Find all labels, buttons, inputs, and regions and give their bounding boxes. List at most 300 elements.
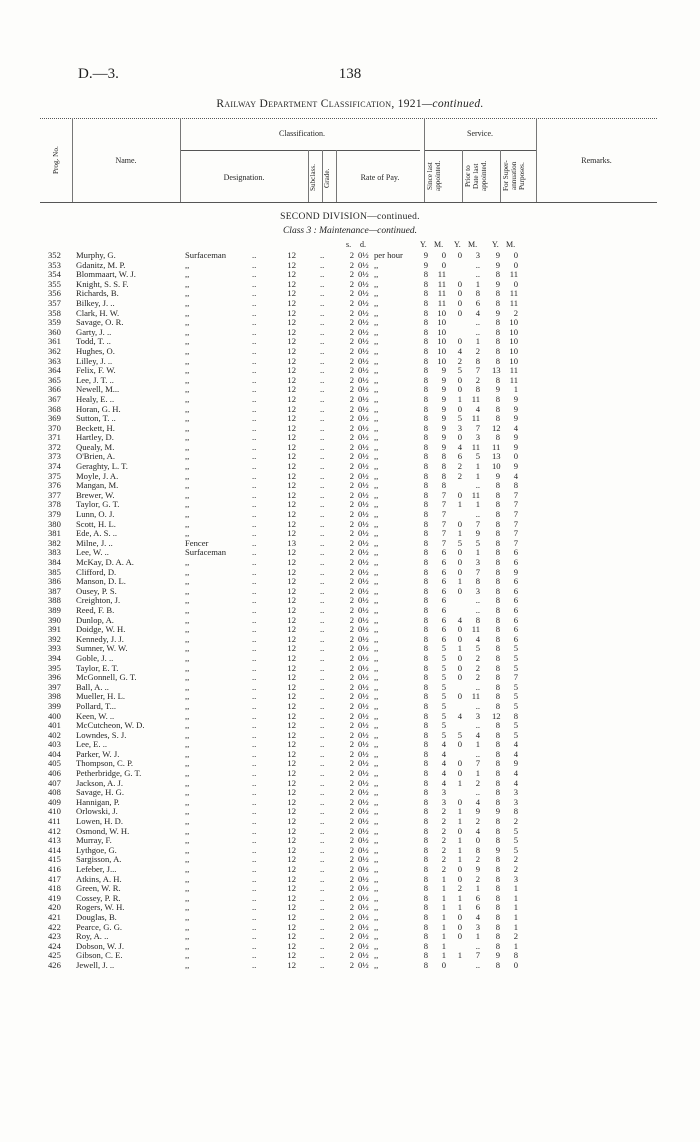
- rate-pence: 0½: [358, 566, 369, 577]
- employee-name: Gdanitz, M. P.: [76, 260, 126, 270]
- col-header-service: Service.: [467, 129, 493, 138]
- class-label: Class 3 :: [282, 226, 317, 236]
- designation: ,,: [185, 529, 190, 539]
- prior-years: 1: [457, 950, 462, 961]
- employee-name: Lee, J. T. ..: [76, 375, 114, 385]
- super-months: 11: [509, 288, 518, 299]
- designation: ,,: [185, 932, 190, 942]
- since-last-months: 11: [437, 297, 446, 308]
- prog-no: 362: [48, 345, 61, 356]
- employee-name: Mueller, H. L.: [76, 692, 126, 702]
- super-months: 9: [513, 566, 518, 577]
- rate-unit: ,,: [374, 652, 379, 663]
- rate-unit: ,,: [374, 777, 379, 788]
- leader-dots: ..: [320, 739, 325, 750]
- leader-dots: ..: [320, 403, 325, 414]
- rate-pence: 0½: [358, 758, 369, 769]
- prior-months: ..: [475, 259, 480, 270]
- leader-dots: ..: [320, 441, 325, 452]
- prior-months: 7: [475, 518, 480, 529]
- subclass: 13: [287, 537, 296, 548]
- rate-pence: 0½: [358, 355, 369, 366]
- super-months: 1: [513, 883, 518, 894]
- rate-unit: ,,: [374, 470, 379, 481]
- since-last-years: 8: [423, 911, 428, 922]
- rate-unit: ,,: [374, 441, 379, 452]
- super-years: 8: [495, 796, 500, 807]
- leader-dots: ..: [320, 931, 325, 942]
- prior-months: 8: [475, 844, 480, 855]
- designation: Surfaceman: [185, 548, 227, 558]
- since-last-months: 2: [441, 825, 446, 836]
- subclass: 12: [287, 461, 296, 472]
- prior-months: 11: [471, 624, 480, 635]
- leader-dots: ..: [252, 739, 257, 750]
- since-last-years: 8: [423, 489, 428, 500]
- prior-months: ..: [475, 720, 480, 731]
- prior-years: 1: [457, 844, 462, 855]
- super-months: 2: [513, 864, 518, 874]
- designation: ,,: [185, 346, 190, 356]
- super-years: 8: [495, 931, 500, 942]
- rate-shillings: 2: [349, 470, 354, 481]
- leader-dots: ..: [320, 365, 325, 376]
- employee-name: Taylor, G. T.: [76, 500, 120, 510]
- super-months: 10: [509, 355, 518, 366]
- leader-dots: ..: [252, 892, 257, 903]
- col-header-remarks: Remarks.: [581, 156, 612, 165]
- prior-years: 0: [457, 585, 462, 596]
- designation: ,,: [185, 692, 190, 702]
- subclass: 12: [287, 624, 296, 635]
- super-years: 8: [495, 576, 500, 587]
- rate-unit: ,,: [374, 374, 379, 385]
- subclass: 12: [287, 355, 296, 366]
- super-years: 8: [495, 566, 500, 577]
- rate-pence: 0½: [358, 403, 369, 414]
- leader-dots: ..: [320, 288, 325, 299]
- since-last-months: 6: [441, 576, 446, 587]
- super-months: 7: [513, 489, 518, 500]
- leader-dots: ..: [252, 844, 257, 855]
- rate-shillings: 2: [349, 959, 354, 970]
- super-years: 8: [495, 288, 500, 299]
- super-years: 8: [495, 595, 500, 606]
- prior-years: 0: [457, 911, 462, 922]
- super-months: 1: [513, 902, 518, 913]
- subclass: 12: [287, 557, 296, 567]
- leader-dots: ..: [252, 643, 257, 654]
- employee-name: Lee, E. ..: [76, 740, 108, 750]
- prior-months: ..: [475, 700, 480, 711]
- super-months: 4: [513, 777, 518, 788]
- subclass: 12: [287, 633, 296, 644]
- employee-name: Hughes, O.: [76, 346, 115, 356]
- leader-dots: ..: [252, 336, 257, 347]
- rate-shillings: 2: [349, 557, 354, 567]
- since-last-years: 8: [423, 403, 428, 414]
- rate-unit: ,,: [374, 940, 379, 951]
- super-years: 8: [495, 700, 500, 711]
- subclass: 12: [287, 739, 296, 750]
- prior-months: 2: [475, 816, 480, 827]
- designation: ,,: [185, 442, 190, 452]
- designation: ,,: [185, 874, 190, 884]
- leader-dots: ..: [320, 796, 325, 807]
- super-years: 8: [495, 748, 500, 759]
- subclass: 12: [287, 892, 296, 903]
- subclass: 12: [287, 326, 296, 337]
- since-last-months: 5: [441, 681, 446, 692]
- rate-shillings: 2: [349, 806, 354, 817]
- prior-months: 1: [475, 931, 480, 942]
- leader-dots: ..: [252, 806, 257, 817]
- employee-name: Goble, J. ..: [76, 653, 114, 663]
- rate-unit: ,,: [374, 326, 379, 337]
- rate-pence: 0½: [358, 643, 369, 654]
- since-last-years: 8: [423, 614, 428, 625]
- since-last-months: 8: [441, 461, 446, 472]
- rate-pence: 0½: [358, 557, 369, 567]
- rate-pence: 0½: [358, 883, 369, 894]
- super-years: 8: [495, 662, 500, 673]
- since-last-months: 0: [441, 250, 446, 260]
- since-last-months: 7: [441, 537, 446, 548]
- rate-shillings: 2: [349, 652, 354, 663]
- designation: ,,: [185, 634, 190, 644]
- prior-years: 2: [457, 883, 462, 894]
- since-last-years: 8: [423, 518, 428, 529]
- prior-years: 0: [457, 307, 462, 318]
- rate-pence: 0½: [358, 892, 369, 903]
- rate-pence: 0½: [358, 652, 369, 663]
- since-last-months: 6: [441, 624, 446, 635]
- prior-years: 1: [457, 854, 462, 865]
- designation: ,,: [185, 769, 190, 779]
- rate-pence: 0½: [358, 614, 369, 625]
- leader-dots: ..: [320, 662, 325, 673]
- leader-dots: ..: [320, 691, 325, 702]
- since-last-years: 8: [423, 950, 428, 961]
- subclass: 12: [287, 777, 296, 788]
- since-last-years: 8: [423, 672, 428, 683]
- prior-years: 0: [457, 518, 462, 529]
- prog-no: 401: [48, 720, 61, 731]
- prog-no: 397: [48, 681, 61, 692]
- rate-shillings: 2: [349, 585, 354, 596]
- subclass: 12: [287, 422, 296, 433]
- prior-months: 7: [475, 950, 480, 961]
- col-header-grade: Grade.: [323, 168, 331, 188]
- leader-dots: ..: [252, 700, 257, 711]
- super-years: 8: [495, 691, 500, 702]
- designation: ,,: [185, 701, 190, 711]
- prog-no: 402: [48, 729, 61, 740]
- leader-dots: ..: [320, 921, 325, 932]
- super-months: 4: [513, 470, 518, 481]
- super-months: 6: [513, 547, 518, 558]
- rate-pence: 0½: [358, 393, 369, 404]
- leader-dots: ..: [320, 345, 325, 356]
- leader-dots: ..: [320, 873, 325, 884]
- super-months: 3: [513, 873, 518, 884]
- super-months: 6: [513, 604, 518, 615]
- since-last-years: 8: [423, 691, 428, 702]
- since-last-years: 8: [423, 470, 428, 481]
- prior-years: 0: [457, 250, 462, 260]
- since-last-months: 9: [441, 384, 446, 395]
- rate-unit: ,,: [374, 278, 379, 289]
- super-months: 6: [513, 624, 518, 635]
- super-months: 1: [513, 384, 518, 395]
- rate-shillings: 2: [349, 345, 354, 356]
- designation: ,,: [185, 941, 190, 951]
- rate-unit: ,,: [374, 461, 379, 472]
- leader-dots: ..: [252, 317, 257, 328]
- prog-no: 377: [48, 489, 61, 500]
- super-years: 8: [495, 432, 500, 443]
- designation: ,,: [185, 558, 190, 567]
- leader-dots: ..: [252, 537, 257, 548]
- leader-dots: ..: [320, 959, 325, 970]
- prior-years: 1: [457, 499, 462, 510]
- super-years: 8: [495, 518, 500, 529]
- subclass: 12: [287, 297, 296, 308]
- super-years: 8: [495, 297, 500, 308]
- rate-shillings: 2: [349, 950, 354, 961]
- prog-no: 363: [48, 355, 61, 366]
- rate-unit: ,,: [374, 739, 379, 750]
- super-years: 8: [495, 403, 500, 414]
- leader-dots: ..: [320, 835, 325, 846]
- prior-months: 9: [475, 864, 480, 874]
- since-last-months: 3: [441, 796, 446, 807]
- rate-pence: 0½: [358, 326, 369, 337]
- leader-dots: ..: [320, 643, 325, 654]
- rate-pence: 0½: [358, 624, 369, 635]
- rate-unit: ,,: [374, 288, 379, 299]
- rate-unit: ,,: [374, 643, 379, 654]
- since-last-years: 8: [423, 787, 428, 798]
- prior-months: 1: [475, 768, 480, 779]
- leader-dots: ..: [320, 326, 325, 337]
- leader-dots: ..: [252, 854, 257, 865]
- service-rule: [424, 150, 536, 151]
- subclass: 12: [287, 576, 296, 587]
- leader-dots: ..: [252, 307, 257, 318]
- leader-dots: ..: [252, 403, 257, 414]
- prog-no: 353: [48, 259, 61, 270]
- prior-months: 2: [475, 873, 480, 884]
- since-last-months: 6: [441, 547, 446, 558]
- since-last-months: 11: [437, 278, 446, 289]
- rate-shillings: 2: [349, 259, 354, 270]
- rate-shillings: 2: [349, 883, 354, 894]
- subclass: 12: [287, 259, 296, 270]
- super-years: 8: [495, 720, 500, 731]
- super-months: 5: [513, 700, 518, 711]
- rate-pence: 0½: [358, 336, 369, 347]
- prog-no: 384: [48, 557, 61, 567]
- leader-dots: ..: [320, 528, 325, 539]
- prog-no: 370: [48, 422, 61, 433]
- leader-dots: ..: [252, 384, 257, 395]
- designation: ,,: [185, 711, 190, 721]
- since-last-months: 2: [441, 835, 446, 846]
- prior-years: 5: [457, 413, 462, 424]
- prog-no: 404: [48, 748, 61, 759]
- prog-no: 405: [48, 758, 61, 769]
- super-years: 9: [495, 470, 500, 481]
- rate-shillings: 2: [349, 250, 354, 260]
- rate-pence: 0½: [358, 816, 369, 827]
- rate-unit: ,,: [374, 451, 379, 462]
- leader-dots: ..: [252, 269, 257, 280]
- designation: ,,: [185, 586, 190, 596]
- leader-dots: ..: [252, 911, 257, 922]
- rate-pence: 0½: [358, 441, 369, 452]
- since-last-months: 1: [441, 892, 446, 903]
- rate-shillings: 2: [349, 873, 354, 884]
- prior-months: 2: [475, 374, 480, 385]
- table-row: [0, 961, 700, 971]
- designation: Fencer: [185, 538, 209, 548]
- employee-name: Pearce, G. G.: [76, 922, 123, 932]
- since-last-years: 8: [423, 297, 428, 308]
- super-years: 8: [495, 739, 500, 750]
- rate-unit: ,,: [374, 691, 379, 702]
- leader-dots: ..: [252, 345, 257, 356]
- rate-shillings: 2: [349, 614, 354, 625]
- prog-no: 391: [48, 624, 61, 635]
- rate-unit: ,,: [374, 297, 379, 308]
- employee-name: Lilley, J. ..: [76, 356, 113, 366]
- col-header-subclass: Subclass.: [309, 164, 317, 192]
- col-header-prog-no: Prog. No.: [52, 146, 60, 174]
- designation: ,,: [185, 912, 190, 922]
- prog-no: 424: [48, 940, 61, 951]
- subclass: 12: [287, 384, 296, 395]
- since-last-months: 1: [441, 921, 446, 932]
- since-last-years: 8: [423, 528, 428, 539]
- designation: ,,: [185, 817, 190, 827]
- page-number: 138: [338, 66, 362, 82]
- prog-no: 407: [48, 777, 61, 788]
- since-last-months: 6: [441, 585, 446, 596]
- since-last-years: 8: [423, 940, 428, 951]
- prior-months: 3: [475, 921, 480, 932]
- super-years: 8: [495, 921, 500, 932]
- super-months: 2: [513, 931, 518, 942]
- subclass: 12: [287, 902, 296, 913]
- leader-dots: ..: [320, 710, 325, 721]
- leader-dots: ..: [320, 278, 325, 289]
- super-months: 9: [513, 441, 518, 452]
- employee-name: Pollard, T...: [76, 701, 117, 711]
- rate-unit: ,,: [374, 576, 379, 587]
- prior-months: 4: [475, 729, 480, 740]
- unit-years: Y.: [492, 240, 499, 249]
- designation: ,,: [185, 615, 190, 625]
- leader-dots: ..: [252, 355, 257, 366]
- prior-months: 2: [475, 662, 480, 673]
- super-months: 9: [513, 393, 518, 404]
- since-last-months: 6: [441, 557, 446, 567]
- since-last-years: 8: [423, 278, 428, 289]
- super-years: 8: [495, 557, 500, 567]
- rate-unit: ,,: [374, 883, 379, 894]
- designation: ,,: [185, 749, 190, 759]
- designation: ,,: [185, 826, 190, 836]
- since-last-months: 5: [441, 700, 446, 711]
- rate-unit: ,,: [374, 557, 379, 567]
- rate-unit: ,,: [374, 509, 379, 520]
- prior-months: 11: [471, 393, 480, 404]
- super-months: 9: [513, 413, 518, 424]
- classification-rule: [180, 150, 420, 151]
- prog-no: 354: [48, 269, 61, 280]
- designation: ,,: [185, 951, 190, 961]
- since-last-months: 1: [441, 931, 446, 942]
- employee-name: Reed, F. B.: [76, 605, 115, 615]
- rate-unit: ,,: [374, 787, 379, 798]
- since-last-years: 8: [423, 345, 428, 356]
- leader-dots: ..: [252, 509, 257, 520]
- rate-unit: ,,: [374, 931, 379, 942]
- subclass: 12: [287, 393, 296, 404]
- prior-years: 1: [457, 576, 462, 587]
- leader-dots: ..: [252, 816, 257, 827]
- leader-dots: ..: [252, 768, 257, 779]
- employee-name: Sumner, W. W.: [76, 644, 128, 654]
- employee-name: Todd, T. ..: [76, 337, 111, 347]
- prior-years: 4: [457, 345, 462, 356]
- rate-shillings: 2: [349, 278, 354, 289]
- subclass: 12: [287, 787, 296, 798]
- prior-years: 0: [457, 873, 462, 884]
- rate-unit: ,,: [374, 854, 379, 865]
- super-years: 8: [495, 959, 500, 970]
- prog-no: 355: [48, 278, 61, 289]
- leader-dots: ..: [320, 269, 325, 280]
- super-months: 1: [513, 892, 518, 903]
- prior-years: 0: [457, 739, 462, 750]
- super-months: 6: [513, 557, 518, 567]
- leader-dots: ..: [252, 585, 257, 596]
- leader-dots: ..: [320, 652, 325, 663]
- since-last-years: 8: [423, 844, 428, 855]
- subclass: 12: [287, 307, 296, 318]
- super-years: 8: [495, 681, 500, 692]
- rate-pence: 0½: [358, 739, 369, 750]
- subclass: 12: [287, 528, 296, 539]
- unit-shillings: s.: [346, 240, 352, 249]
- subclass: 12: [287, 854, 296, 865]
- prior-years: 5: [457, 365, 462, 376]
- prior-months: 0: [475, 835, 480, 846]
- super-months: 5: [513, 691, 518, 702]
- employee-name: Manson, D. L.: [76, 577, 126, 587]
- prior-months: ..: [475, 509, 480, 520]
- leader-dots: ..: [320, 489, 325, 500]
- leader-dots: ..: [252, 604, 257, 615]
- prior-years: 4: [457, 710, 462, 721]
- since-last-years: 8: [423, 393, 428, 404]
- rate-unit: ,,: [374, 259, 379, 270]
- super-years: 8: [495, 393, 500, 404]
- super-months: 6: [513, 585, 518, 596]
- leader-dots: ..: [252, 748, 257, 759]
